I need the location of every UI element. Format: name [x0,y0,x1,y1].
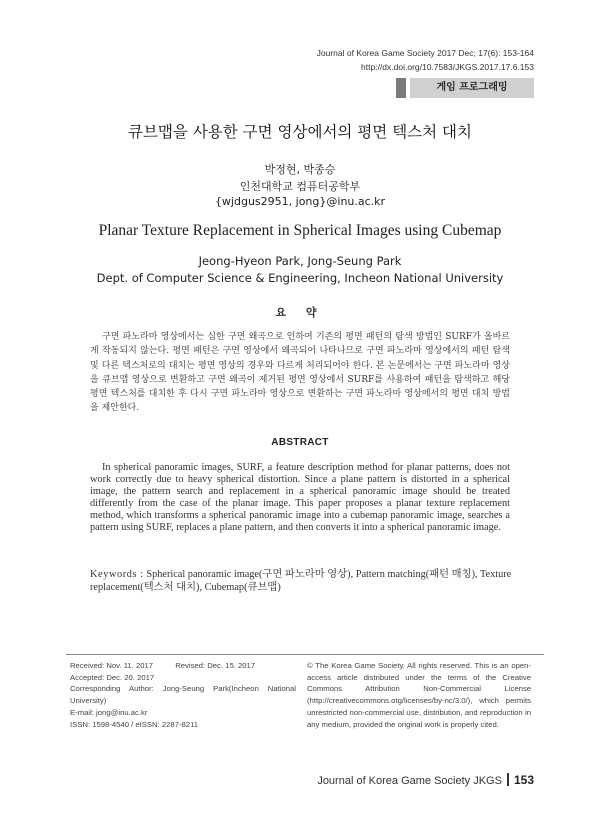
issn: ISSN: 1598-4540 / eISSN: 2287-8211 [70,719,199,729]
english-authors: Jeong-Hyeon Park, Jong-Seung Park [198,254,402,268]
article-history [70,660,296,730]
page-number: 153 [513,773,534,787]
footer-separator [507,773,509,786]
journal-citation: Journal of Korea Game Society 2017 Dec; 17(6): 153-164 [316,48,534,58]
korean-abstract-text: 구면 파노라마 영상에서는 심한 구면 왜곡으로 인하여 기존의 평면 패턴의 탐색 방법인 SURF가 올바르게 작동되지 않는다. 평면 패턴은 구면 영상에서 왜곡되어 나타나므로 구면 파노라마 영상에서의 패턴 탐색 및 다른 텍스처로의 대치는 평면 영상의 경우와 다르게 처리되어야 한다. 본 논문에서는 구면 파노라마 영상을 큐브맵 영상으로 변환하고 구면 왜곡이 제거된 평면 영상에서 SURF를 사용하여 패턴을 탐색하고 해당 평면 텍스처를 대치한 후 다시 구면 파노라마 영상으로 변환하는 구면 파노라마 영상에서의 평면 대치 방법을 제안한다. [90,332,510,414]
english-abstract-heading: ABSTRACT [271,437,329,448]
english-title: Planar Texture Replacement in Spherical Images using Cubemap [98,222,502,239]
english-abstract-text: In spherical panoramic images, SURF, a feature description method for planar patterns, does not work correctly due to heavy spherical distortion. Since a plane pattern is distorted in a spherical image, the pattern search and replacement in a spherical panoramic image should be treated differently from the case of the planar image. This paper proposes a planar texture replacement method, which transforms a spherical panoramic image into a cubemap panoramic image, searches a pattern using SURF, replaces a plane pattern, and then converts it into a spherical panoramic image. [90,462,510,534]
footer-journal-name: Journal of Korea Game Society JKGS [317,775,502,787]
copyright-license: © The Korea Game Society. All rights reserved. This is an open-access article distributed under the terms of the Creative Commons Attribution Non-Commercial License (http://creativecommons.otg/licenses/by-nc/3.0/), which permits unrestricted non-commercial use, distribution, and reproduction in any medium, provided the original work is properly cited. [307,661,531,729]
revised-date: Revised: Dec. 15. 2017 [175,661,256,670]
korean-affiliation: 인천대학교 컴퓨터공학부 [239,180,361,193]
korean-abstract-heading: 요 약 [275,306,325,319]
category-accent-bar [396,78,406,98]
keywords [90,568,520,595]
page-footer [317,773,534,787]
corresponding-author: Corresponding Author: Jong-Seung Park(Incheon National University) [70,684,296,706]
doi-link[interactable]: http://dx.doi.org/10.7583/JKGS.2017.17.6.153 [361,62,534,72]
accepted-date: Accepted: Dec. 20. 2017 [70,672,155,682]
keywords-text: Spherical panoramic image(구면 파노라마 영상), Pattern matching(패턴 매칭), Texture replacement(텍스처 대치), Cubemap(큐브맵) [90,569,512,594]
corresponding-email: E-mail: jong@inu.ac.kr [70,707,148,717]
keywords-label: Keywords : [90,569,144,580]
korean-authors: 박정현, 박종승 [264,163,336,176]
korean-title: 큐브맵을 사용한 구면 영상에서의 평면 텍스처 대치 [128,123,472,141]
received-date: Received: Nov. 11. 2017 [70,661,154,670]
category-label: 게임 프로그래밍 [410,78,534,98]
received-revised-row [70,660,296,672]
author-email: {wjdgus2951, jong}@inu.ac.kr [214,195,386,208]
english-affiliation: Dept. of Computer Science & Engineering, Incheon National University [96,271,504,285]
footnote-divider [66,654,544,655]
